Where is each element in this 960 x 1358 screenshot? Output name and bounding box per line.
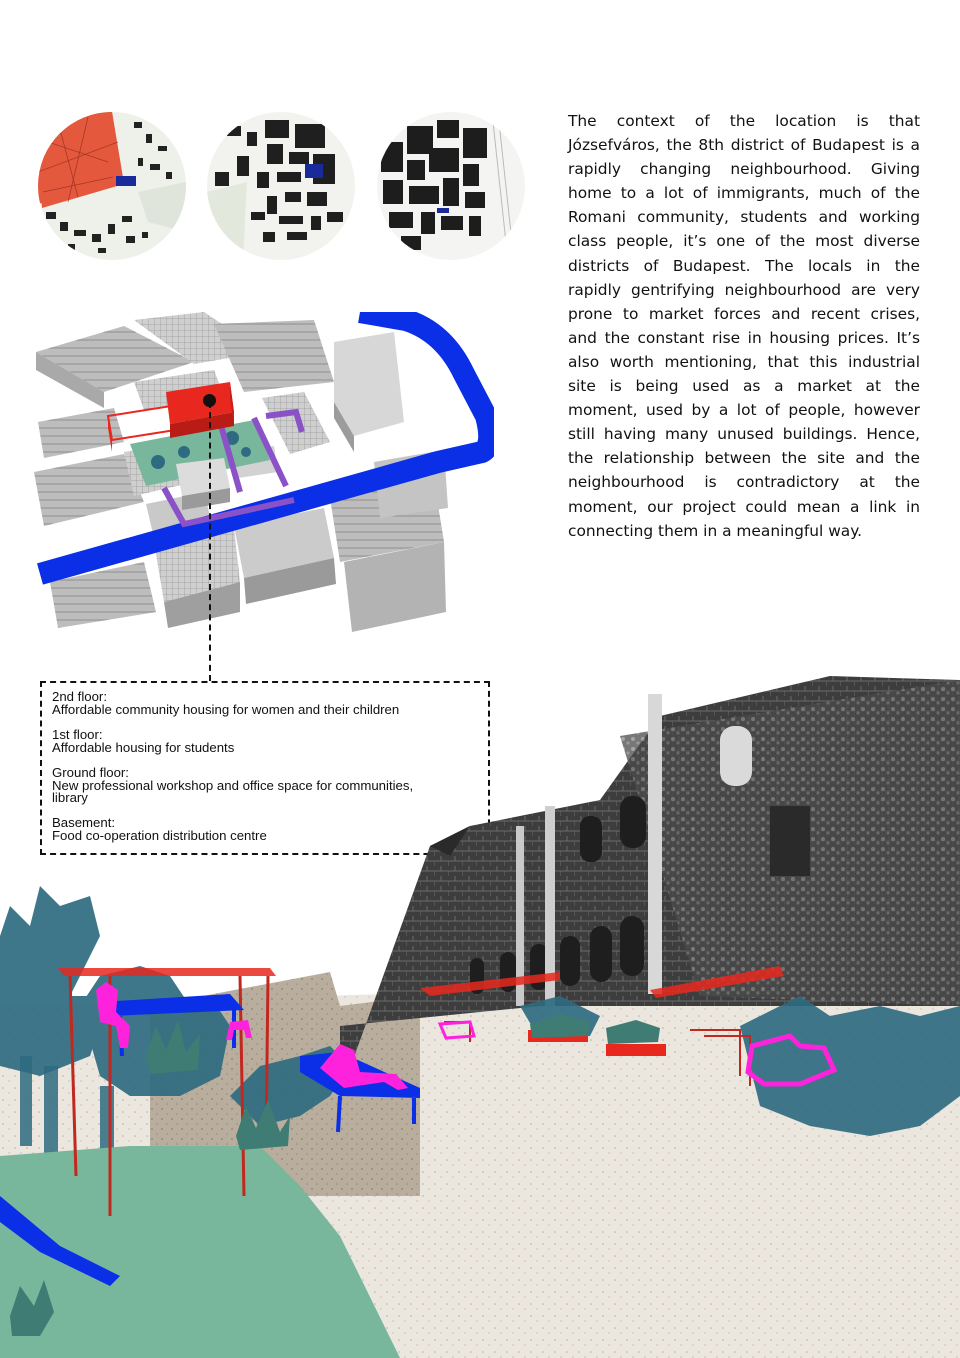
axonometric-site-model [34,312,494,634]
floor-use: Food co-operation distribution centre [52,827,267,843]
location-marker-icon [203,394,216,407]
site-map-circle [377,112,525,260]
center-building [176,458,230,510]
floor-level: Basement: [52,815,116,830]
leader-line [209,402,211,681]
context-paragraph: The context of the location is that Józsefváros, the 8th district of Budapest is a rapidly changing neighbourhood. Giving home to a lot of immigrants, much of the Romani community, students and working class people, it’s one of the most diverse districts of Budapest. The locals in the rapidly gentrifying neighbourhood are very prone to market forces and recent crises, and the constant rise in housing prices. It’s also worth mentioning, that this industrial site is being used as a market at the moment, used by a lot of people, however still having many unused buildings. Hence, the relationship between the site and the neighbourhood is contradictory at the moment, our project could mean a link in connecting them in a meaningful way. [568,112,920,540]
floor-use: Affordable community housing for women and their children [52,701,400,717]
floor-use: New professional workshop and office space for communities, library [52,777,414,806]
floor-level: Ground floor: [52,765,129,780]
perspective-collage [0,676,960,1358]
floor-use: Affordable housing for students [52,739,235,755]
neighbourhood-map-circle [207,112,355,260]
district-map-circle [38,112,186,260]
floor-level: 1st floor: [52,727,103,742]
floor-level: 2nd floor: [52,689,107,704]
